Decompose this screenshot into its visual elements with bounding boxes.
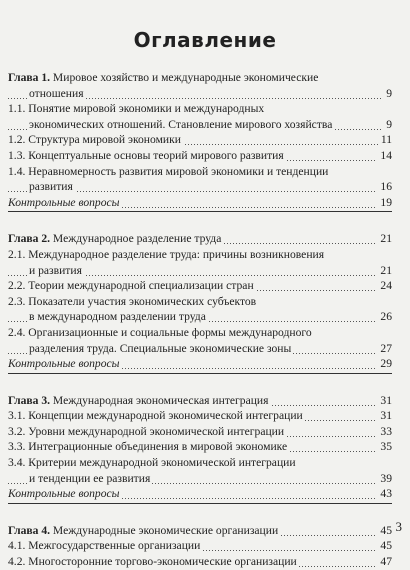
toc-page-ref: 14 <box>377 148 392 164</box>
toc-line <box>8 263 392 279</box>
toc-line <box>8 439 392 455</box>
toc-line-text: отношения <box>29 86 84 100</box>
toc-line-text: Контрольные вопросы <box>8 487 120 501</box>
divider <box>8 373 392 374</box>
toc-line <box>8 341 392 357</box>
chapter-label: Глава 1. <box>8 71 51 84</box>
toc-line-text: Глава 1. Мировое хозяйство и международные экономические <box>8 71 319 84</box>
toc-section-s41[interactable] <box>8 538 392 554</box>
toc-line-text: 3.3. Интеграционные объединения в мировой экономике <box>8 440 288 454</box>
toc-chapter-ch3[interactable] <box>8 393 392 409</box>
toc-line <box>8 101 392 117</box>
toc-line <box>8 148 392 164</box>
toc-section-s13[interactable] <box>8 148 392 164</box>
toc-line <box>8 247 392 263</box>
toc-line <box>8 408 392 424</box>
toc-line-text: 2.1. Международное разделение труда: причины возникновения <box>8 247 325 261</box>
toc-section-s23[interactable] <box>8 294 392 325</box>
toc-section-s32[interactable] <box>8 424 392 440</box>
toc-page-ref: 21 <box>377 263 392 279</box>
toc-line <box>8 309 392 325</box>
toc-section-s22[interactable] <box>8 278 392 294</box>
toc-page-ref: 9 <box>383 117 392 133</box>
toc-page-ref: 11 <box>378 132 392 148</box>
toc-line-text: 3.2. Уровни международной экономической интеграции <box>8 424 285 438</box>
toc-questions-q1[interactable] <box>8 195 392 211</box>
divider <box>8 503 392 504</box>
toc-page-ref: 24 <box>377 278 392 294</box>
toc-page-ref: 39 <box>377 471 392 487</box>
toc-line-text: 1.2. Структура мировой экономики <box>8 133 181 147</box>
toc-line-text: 3.4. Критерии международной экономической интеграции <box>8 456 296 470</box>
toc-section-s42[interactable] <box>8 554 392 570</box>
toc-line-text: развития <box>29 180 73 194</box>
toc-line-text: Глава 4. Международные экономические организации <box>8 523 279 537</box>
toc-line-text: 2.2. Теории международной специализации стран <box>8 279 254 293</box>
toc-page-ref: 16 <box>377 179 392 195</box>
toc-line-text: 2.3. Показатели участия экономических субъектов <box>8 294 257 308</box>
toc-line <box>8 471 392 487</box>
toc-page-ref: 27 <box>377 341 392 357</box>
page-title: Оглавление <box>133 28 277 52</box>
toc-line-text: 3.1. Концепции международной экономической интеграции <box>8 409 303 423</box>
toc-chapter-ch1[interactable] <box>8 70 392 101</box>
toc-chapter-ch2[interactable] <box>8 231 392 247</box>
toc-questions-q2[interactable] <box>8 356 392 372</box>
toc-line-text: 4.1. Межгосударственные организации <box>8 539 201 553</box>
toc-page-ref: 21 <box>377 231 392 247</box>
chapter-label: Глава 4. <box>8 523 51 537</box>
toc-line <box>8 294 392 310</box>
toc-line <box>8 278 392 294</box>
toc-section-s34[interactable] <box>8 455 392 486</box>
toc-line <box>8 523 392 539</box>
toc-entries <box>8 70 392 570</box>
toc-line-text: в международном разделении труда <box>29 310 206 324</box>
toc-line-text: разделения труда. Специальные экономические зоны <box>29 341 292 355</box>
toc-section-s12[interactable] <box>8 132 392 148</box>
toc-chapter-ch4[interactable] <box>8 523 392 539</box>
toc-line <box>8 164 392 180</box>
toc-line <box>8 486 392 502</box>
chapter-label: Глава 2. <box>8 232 51 246</box>
toc-line-text: и развития <box>29 263 82 277</box>
toc-line <box>8 132 392 148</box>
toc-page-ref: 45 <box>377 538 392 554</box>
divider <box>8 211 392 212</box>
toc-line <box>8 325 392 341</box>
toc-questions-q3[interactable] <box>8 486 392 502</box>
toc-line-text: и тенденции ее развития <box>29 471 151 485</box>
page-number: 3 <box>395 519 402 534</box>
toc-line <box>8 86 392 102</box>
toc-line <box>8 179 392 195</box>
toc-page-ref: 35 <box>377 439 392 455</box>
toc-page-ref: 31 <box>377 393 392 409</box>
toc-page-ref: 26 <box>377 309 392 325</box>
toc-section-s11[interactable] <box>8 101 392 132</box>
toc-page-ref: 19 <box>377 195 392 211</box>
toc-section-s33[interactable] <box>8 439 392 455</box>
toc-page-ref: 43 <box>377 486 392 502</box>
toc-line-text: 1.1. Понятие мировой экономики и международных <box>8 102 265 116</box>
toc-line <box>8 195 392 211</box>
toc-line <box>8 424 392 440</box>
toc-line-text: Глава 2. Международное разделение труда <box>8 232 222 246</box>
toc-section-s14[interactable] <box>8 164 392 195</box>
toc-page-ref: 47 <box>377 554 392 570</box>
toc-line <box>8 393 392 409</box>
toc-line-text: Контрольные вопросы <box>8 195 120 209</box>
toc-line <box>8 538 392 554</box>
toc-line-text: 4.2. Многосторонние торгово-экономические организации <box>8 555 297 569</box>
toc-page-ref: 9 <box>383 86 392 102</box>
toc-page-ref: 31 <box>377 408 392 424</box>
toc-section-s31[interactable] <box>8 408 392 424</box>
toc-line-text: 1.4. Неравномерность развития мировой экономики и тенденции <box>8 164 329 178</box>
toc-line <box>8 455 392 471</box>
toc-page-ref: 33 <box>377 424 392 440</box>
toc-section-s24[interactable] <box>8 325 392 356</box>
toc-line-text: 1.3. Концептуальные основы теорий мирового развития <box>8 148 284 162</box>
toc-page-ref: 45 <box>377 523 392 539</box>
toc-line-text: Контрольные вопросы <box>8 357 120 371</box>
toc-line-text: Глава 3. Международная экономическая интеграция <box>8 393 269 407</box>
toc-line <box>8 231 392 247</box>
chapter-label: Глава 3. <box>8 393 51 407</box>
toc-page-ref: 29 <box>377 356 392 372</box>
toc-line <box>8 70 392 86</box>
toc-line-text: 2.4. Организационные и социальные формы международного <box>8 325 312 339</box>
toc-line <box>8 117 392 133</box>
toc-line-text: экономических отношений. Становление мирового хозяйства <box>29 117 333 131</box>
toc-line <box>8 554 392 570</box>
toc-line <box>8 356 392 372</box>
toc-section-s21[interactable] <box>8 247 392 278</box>
